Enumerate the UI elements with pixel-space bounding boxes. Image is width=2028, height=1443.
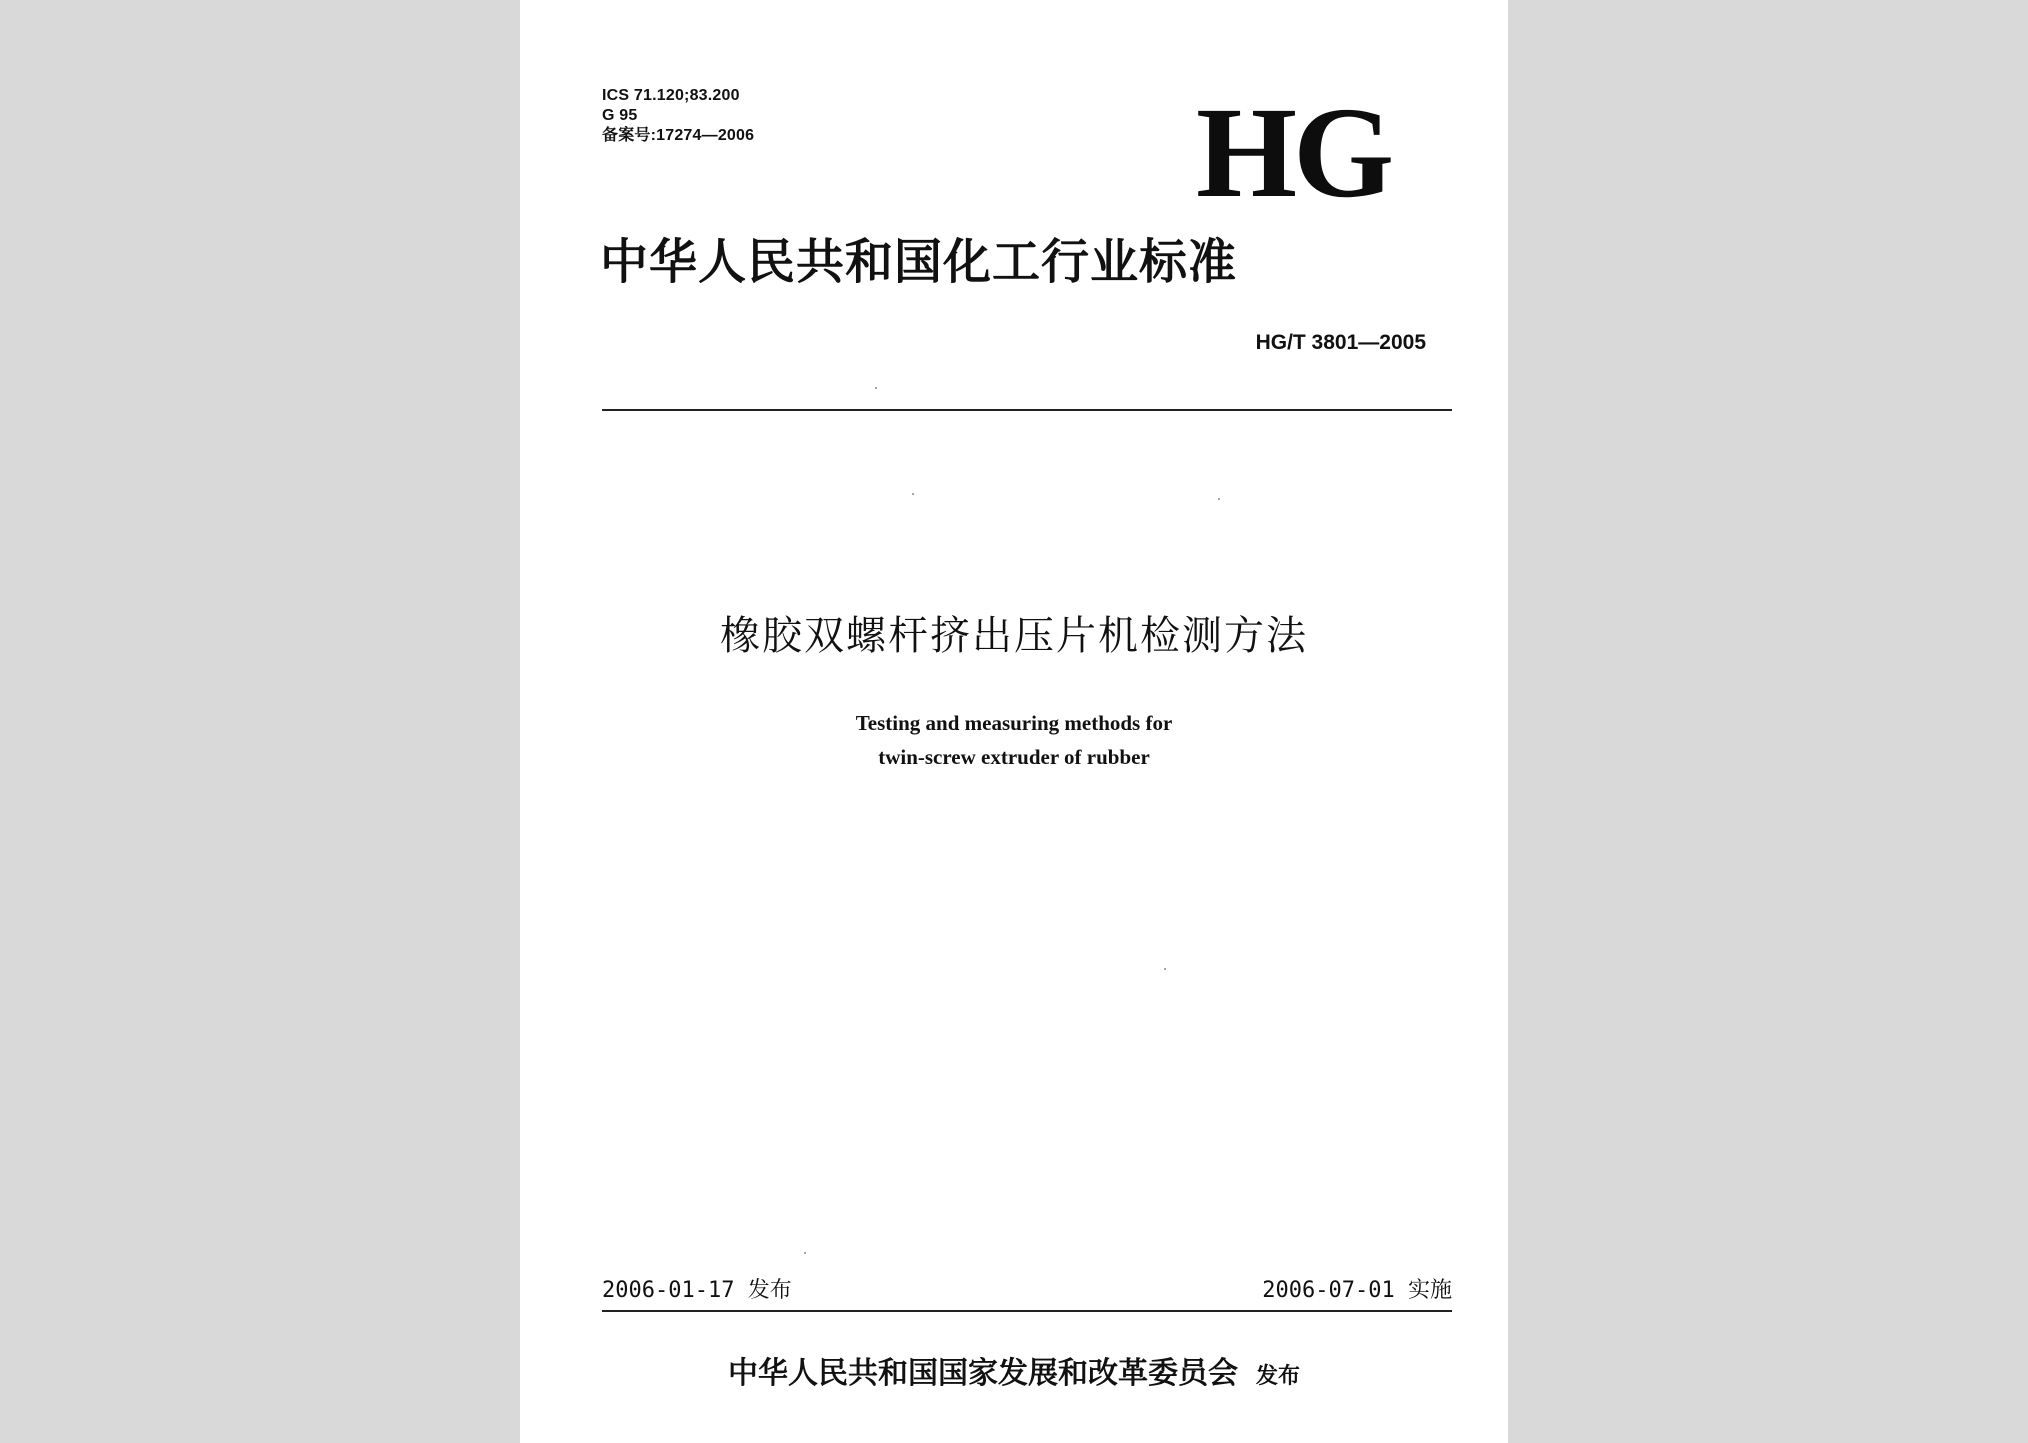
effective-date: 2006-07-01 实施 — [1262, 1278, 1452, 1303]
document-page — [520, 0, 1508, 1443]
title-en-line-2: twin-screw extruder of rubber — [878, 745, 1150, 769]
document-title-cn: 橡胶双螺杆挤出压片机检测方法 — [720, 613, 1308, 659]
ics-code: ICS 71.120;83.200 — [602, 87, 740, 104]
scan-speck — [804, 1252, 806, 1254]
hg-logo: HG — [1196, 81, 1391, 225]
record-number: 备案号:17274—2006 — [602, 127, 755, 144]
publisher-suffix: 发布 — [1255, 1364, 1300, 1389]
standard-code: HG/T 3801—2005 — [1255, 331, 1426, 354]
title-en-line-1: Testing and measuring methods for — [855, 711, 1173, 735]
footer-divider — [602, 1310, 1452, 1312]
scan-speck — [1164, 968, 1166, 970]
publisher-line — [520, 1352, 1508, 1399]
scan-speck — [912, 493, 914, 495]
ccs-code: G 95 — [602, 107, 638, 124]
scan-speck — [1218, 498, 1220, 500]
header-divider — [602, 409, 1452, 411]
scan-speck — [875, 387, 877, 389]
document-title-en — [520, 706, 1508, 774]
classification-block — [602, 86, 754, 146]
publisher-name: 中华人民共和国国家发展和改革委员会 — [727, 1356, 1238, 1391]
issue-date: 2006-01-17 发布 — [602, 1278, 792, 1303]
standard-title: 中华人民共和国化工行业标准 — [600, 234, 1238, 290]
